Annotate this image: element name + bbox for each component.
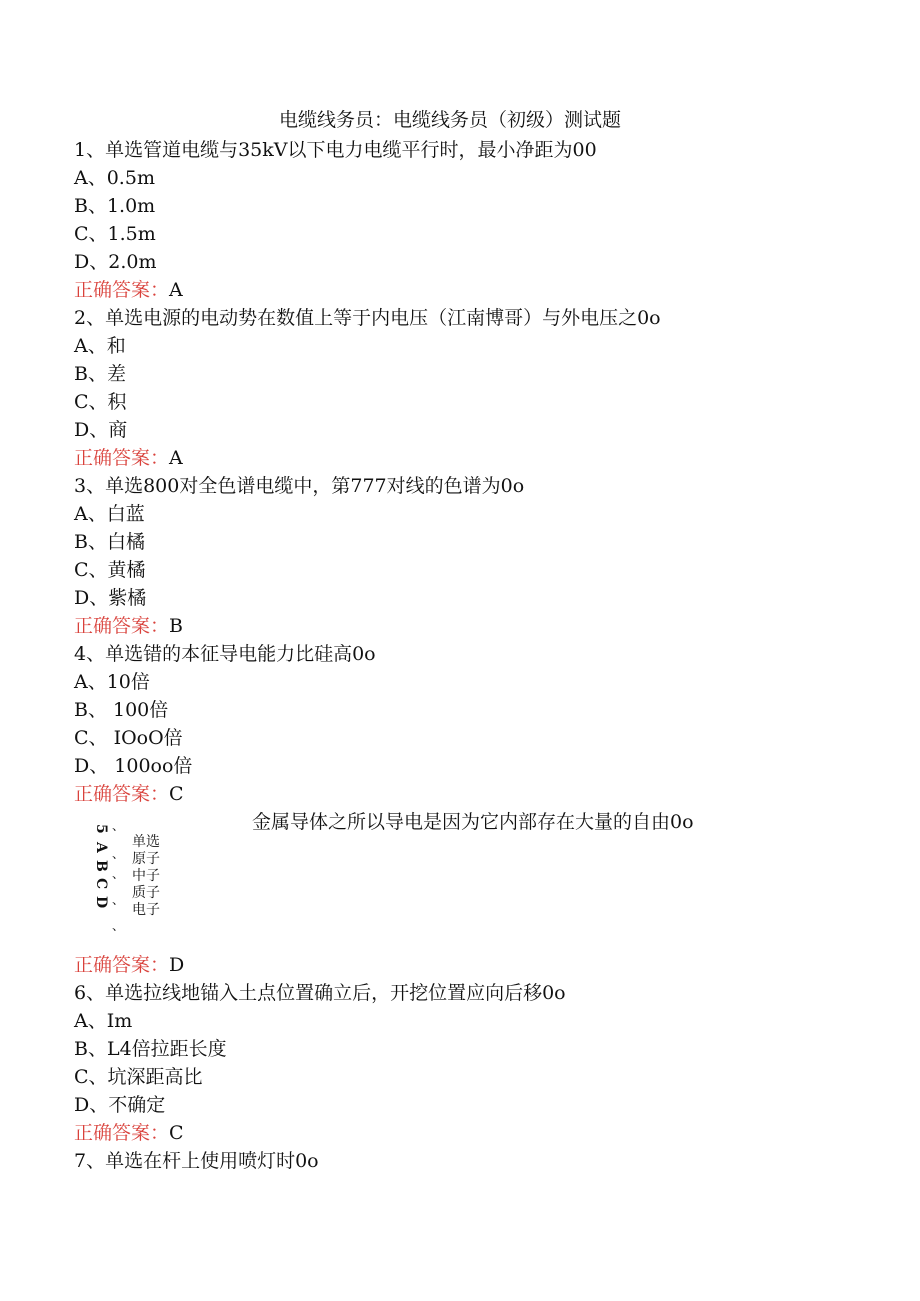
question-4-option-c: C、 IOoO倍 [74, 727, 183, 749]
separator-mark: 、 [112, 919, 125, 933]
answer-value: C [169, 783, 184, 805]
question-2-option-a: A、和 [74, 335, 126, 357]
question-2-answer [74, 444, 183, 472]
question-5-letter-b: B [93, 860, 109, 872]
question-1-option-b: B、1.0m [74, 195, 156, 217]
answer-value: C [169, 1122, 184, 1144]
question-5-separators [112, 820, 126, 940]
answer-value: B [169, 615, 183, 637]
answer-label: 正确答案： [74, 279, 170, 301]
question-5-letter-a: A [93, 842, 109, 853]
question-5-rotated-letters [94, 824, 114, 934]
question-6-answer [74, 1119, 184, 1147]
question-5-options [132, 834, 160, 919]
question-6-option-a: A、Im [74, 1010, 133, 1032]
question-4-text: 4、单选错的本征导电能力比硅高0o [74, 643, 376, 665]
question-3-option-d: D、紫橘 [74, 587, 147, 609]
question-2-option-c: C、积 [74, 391, 127, 413]
answer-label: 正确答案： [74, 615, 170, 637]
question-5-answer [74, 951, 184, 979]
document-title: 电缆线务员：电缆线务员（初级）测试题 [278, 109, 621, 131]
question-1-option-d: D、2.0m [74, 251, 157, 273]
question-6-option-c: C、坑深距高比 [74, 1066, 203, 1088]
answer-value: D [169, 954, 185, 976]
question-1-option-a: A、0.5m [74, 167, 155, 189]
question-7-text: 7、单选在杆上使用喷灯时0o [74, 1150, 319, 1172]
question-4-option-a: A、10倍 [74, 671, 150, 693]
answer-value: A [169, 447, 183, 469]
question-5-type: 单选 [132, 834, 160, 850]
question-1-option-c: C、1.5m [74, 223, 156, 245]
answer-label: 正确答案： [74, 1122, 170, 1144]
separator-mark: 、 [112, 867, 125, 881]
question-5-option-c: 质子 [132, 885, 160, 901]
answer-label: 正确答案： [74, 447, 170, 469]
question-5-letter-c: C [93, 878, 109, 890]
question-1-text: 1、单选管道电缆与35kV以下电力电缆平行时，最小净距为00 [74, 139, 597, 161]
question-6-text: 6、单选拉线地锚入土点位置确立后，开挖位置应向后移0o [74, 982, 566, 1004]
question-4-answer [74, 780, 184, 808]
question-6-option-b: B、L4倍拉距长度 [74, 1038, 227, 1060]
question-5-letter-d: D [93, 896, 109, 909]
question-1-answer [74, 276, 183, 304]
answer-label: 正确答案： [74, 783, 170, 805]
question-6-option-d: D、不确定 [74, 1094, 166, 1116]
question-5-option-a: 原子 [132, 851, 160, 867]
question-5-text: 金属导体之所以导电是因为它内部存在大量的自由0o [252, 811, 694, 833]
question-3-answer [74, 612, 183, 640]
question-3-option-a: A、白蓝 [74, 503, 145, 525]
answer-value: A [169, 279, 183, 301]
separator-mark: 、 [112, 819, 125, 833]
question-2-option-b: B、差 [74, 363, 126, 385]
question-2-text: 2、单选电源的电动势在数值上等于内电压（江南博哥）与外电压之0o [74, 307, 661, 329]
separator-mark: 、 [112, 893, 125, 907]
question-3-text: 3、单选800对全色谱电缆中，第777对线的色谱为0o [74, 475, 525, 497]
question-4-option-d: D、 100oo倍 [74, 755, 193, 777]
question-5-option-b: 中子 [132, 868, 160, 884]
question-2-option-d: D、商 [74, 419, 128, 441]
question-5-option-d: 电子 [132, 902, 160, 918]
separator-mark: 、 [112, 847, 125, 861]
answer-label: 正确答案： [74, 954, 170, 976]
question-3-option-b: B、白橘 [74, 531, 145, 553]
question-3-option-c: C、黄橘 [74, 559, 146, 581]
question-4-option-b: B、 100倍 [74, 699, 169, 721]
question-5-number: 5 [93, 824, 109, 834]
